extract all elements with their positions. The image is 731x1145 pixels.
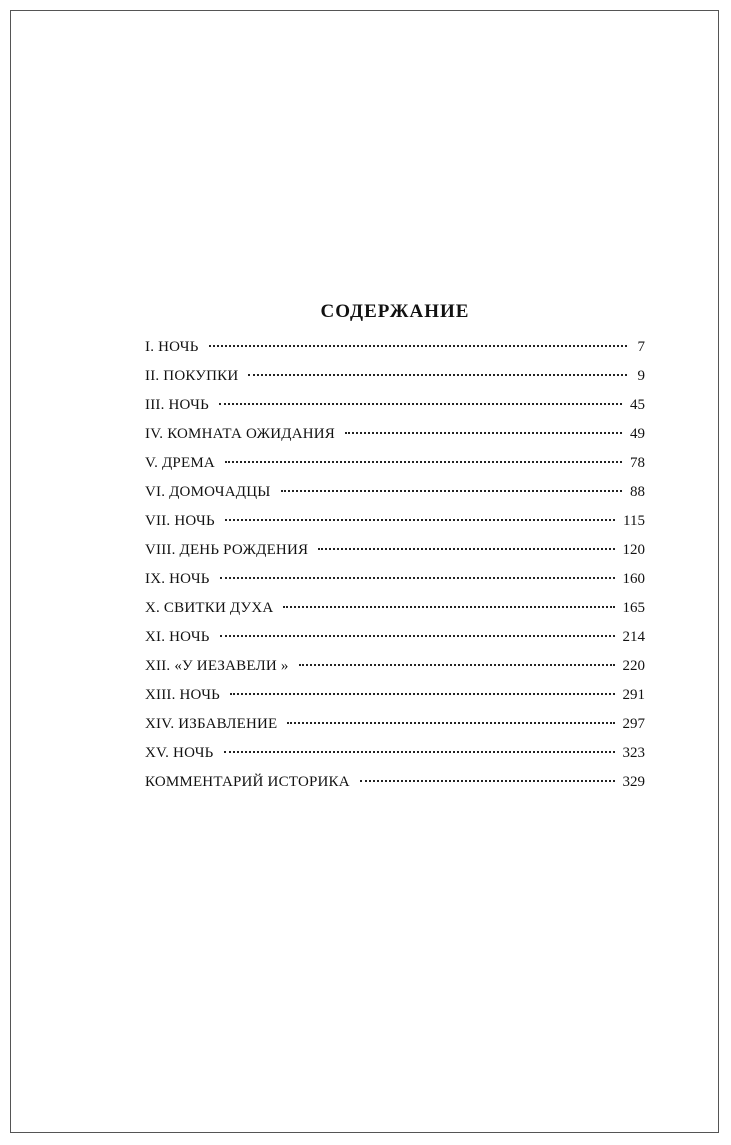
toc-entry <box>145 449 645 478</box>
toc-entry-page: 120 <box>622 542 645 558</box>
toc-entry-page: 7 <box>637 339 645 355</box>
toc-entry-label: XIV. ИЗБАВЛЕНИЕ <box>145 716 278 732</box>
toc-entry-label: I. НОЧЬ <box>145 339 199 355</box>
toc-leader-dots <box>224 751 615 753</box>
toc-entry-label: XI. НОЧЬ <box>145 629 210 645</box>
toc-entry-page: 78 <box>630 455 645 471</box>
toc-leader-dots <box>220 635 615 637</box>
table-of-contents <box>145 300 645 797</box>
toc-entry <box>145 565 645 594</box>
toc-entry <box>145 420 645 449</box>
toc-entry-label: КОММЕНТАРИЙ ИСТОРИКА <box>145 774 350 790</box>
toc-entry-label: IV. КОМНАТА ОЖИДАНИЯ <box>145 426 336 442</box>
toc-entry-label: VII. НОЧЬ <box>145 513 215 529</box>
toc-title: СОДЕРЖАНИЕ <box>320 301 470 322</box>
toc-entry-page: 160 <box>622 571 645 587</box>
toc-entry <box>145 652 645 681</box>
toc-entry <box>145 710 645 739</box>
toc-entry-label: VIII. ДЕНЬ РОЖДЕНИЯ <box>145 542 309 558</box>
toc-entry-page: 165 <box>622 600 645 616</box>
toc-entry-label: II. ПОКУПКИ <box>145 368 239 384</box>
toc-entry <box>145 739 645 768</box>
toc-entry <box>145 478 645 507</box>
toc-entry-page: 45 <box>630 397 645 413</box>
toc-entry-page: 323 <box>622 745 645 761</box>
toc-entry-page: 214 <box>622 629 645 645</box>
toc-entry <box>145 333 645 362</box>
toc-leader-dots <box>219 403 622 405</box>
toc-list <box>145 333 645 797</box>
toc-entry-page: 49 <box>630 426 645 442</box>
toc-entry-page: 88 <box>630 484 645 500</box>
toc-entry-page: 329 <box>622 774 645 790</box>
toc-entry-page: 291 <box>622 687 645 703</box>
toc-leader-dots <box>225 461 622 463</box>
toc-entry <box>145 362 645 391</box>
toc-entry-label: V. ДРЕМА <box>145 455 215 471</box>
toc-leader-dots <box>360 780 615 782</box>
toc-entry-label: XII. «У ИЕЗАВЕЛИ » <box>145 658 289 674</box>
toc-entry <box>145 507 645 536</box>
toc-entry-page: 297 <box>622 716 645 732</box>
toc-leader-dots <box>281 490 622 492</box>
toc-entry <box>145 594 645 623</box>
toc-entry-label: XV. НОЧЬ <box>145 745 214 761</box>
toc-entry-label: XIII. НОЧЬ <box>145 687 220 703</box>
toc-leader-dots <box>230 693 615 695</box>
toc-entry <box>145 623 645 652</box>
toc-leader-dots <box>209 345 627 347</box>
toc-leader-dots <box>299 664 615 666</box>
toc-entry-label: VI. ДОМОЧАДЦЫ <box>145 484 271 500</box>
toc-leader-dots <box>248 374 627 376</box>
toc-entry-label: IX. НОЧЬ <box>145 571 210 587</box>
toc-entry-label: III. НОЧЬ <box>145 397 209 413</box>
toc-entry-page: 9 <box>637 368 645 384</box>
toc-leader-dots <box>345 432 622 434</box>
toc-leader-dots <box>220 577 615 579</box>
toc-entry <box>145 768 645 797</box>
toc-leader-dots <box>318 548 614 550</box>
toc-entry <box>145 681 645 710</box>
toc-entry <box>145 536 645 565</box>
toc-entry <box>145 391 645 420</box>
toc-leader-dots <box>287 722 614 724</box>
toc-entry-label: X. СВИТКИ ДУХА <box>145 600 274 616</box>
toc-entry-page: 220 <box>622 658 645 674</box>
toc-entry-page: 115 <box>623 513 645 529</box>
toc-leader-dots <box>283 606 614 608</box>
toc-leader-dots <box>225 519 615 521</box>
